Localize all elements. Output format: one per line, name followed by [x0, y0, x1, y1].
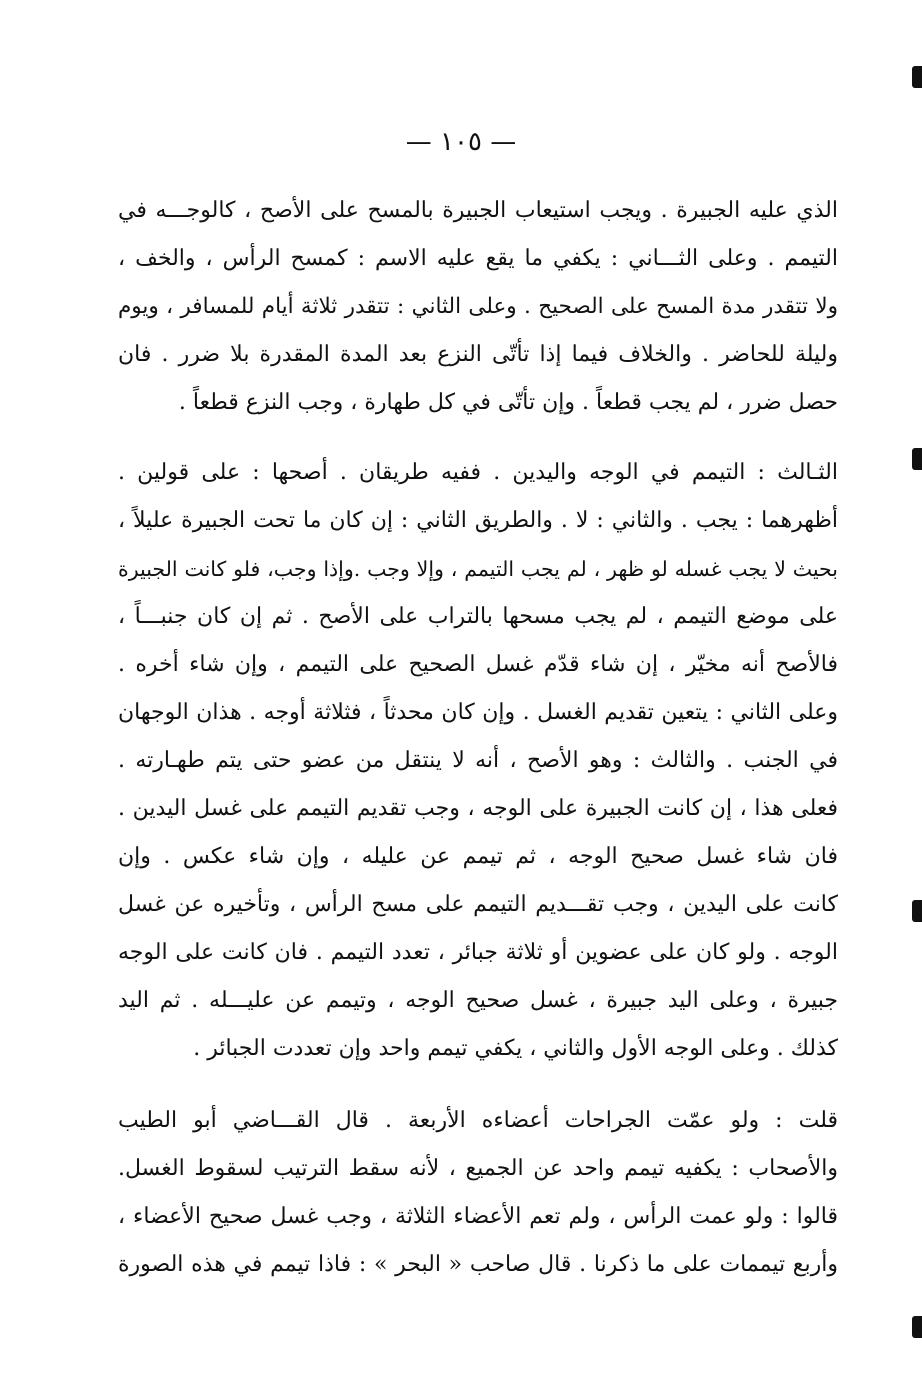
text-line: التيمم . وعلى الثـــاني : يكفي ما يقع عليه الاسم : كمسح الرأس ، والخف ، [118, 246, 838, 271]
paragraph-3 [118, 1097, 838, 1289]
paragraph-2 [118, 449, 838, 1073]
text-line: فان شاء غسل صحيح الوجه ، ثم تيمم عن عليله ، وإن شاء عكس . وإن [118, 844, 838, 869]
text-line: ولا تتقدر مدة المسح على الصحيح . وعلى الثاني : تتقدر ثلاثة أيام للمسافر ، ويوم [118, 294, 838, 319]
text-line: وأربع تيممات على ما ذكرنا . قال صاحب « البحر » : فاذا تيمم في هذه الصورة [118, 1252, 838, 1277]
text-line: أظهرهما : يجب . والثاني : لا . والطريق الثاني : إن كان ما تحت الجبيرة عليلاً ، [118, 508, 838, 533]
text-line: على موضع التيمم ، لم يجب مسحها بالتراب على الأصح . ثم إن كان جنبـــاً ، [118, 604, 838, 629]
binding-mark [912, 1316, 922, 1338]
text-line: وليلة للحاضر . والخلاف فيما إذا تأتّى النزع بعد المدة المقدرة بلا ضرر . فان [118, 342, 838, 367]
binding-mark [912, 66, 922, 88]
text-line: كانت على اليدين ، وجب تقـــديم التيمم على مسح الرأس ، وتأخيره عن غسل [118, 892, 838, 917]
text-line: والأصحاب : يكفيه تيمم واحد عن الجميع ، لأنه سقط الترتيب لسقوط الغسل. [118, 1156, 838, 1181]
text-line: قلت : ولو عمّت الجراحات أعضاءه الأربعة . قال القـــاضي أبو الطيب [118, 1108, 838, 1133]
text-line: الثـالث : التيمم في الوجه واليدين . ففيه طريقان . أصحها : على قولين . [118, 460, 838, 485]
text-line: في الجنب . والثالث : وهو الأصح ، أنه لا ينتقل من عضو حتى يتم طهـارته . [118, 748, 838, 773]
text-line: كذلك . وعلى الوجه الأول والثاني ، يكفي تيمم واحد وإن تعددت الجبائر . [193, 1036, 838, 1061]
text-line: الوجه . ولو كان على عضوين أو ثلاثة جبائر ، تعدد التيمم . فان كانت على الوجه [118, 940, 838, 965]
binding-mark [912, 448, 922, 470]
text-line: فالأصح أنه مخيّر ، إن شاء قدّم غسل الصحيح على التيمم ، وإن شاء أخره . [118, 652, 838, 677]
text-line: بحيث لا يجب غسله لو ظهر ، لم يجب التيمم ، وإلا وجب .وإذا وجب، فلو كانت الجبيرة [118, 557, 838, 581]
text-line: جبيرة ، وعلى اليد جبيرة ، غسل صحيح الوجه ، وتيمم عن عليـــله . ثم اليد [118, 988, 838, 1013]
text-line: وعلى الثاني : يتعين تقديم الغسل . وإن كان محدثاً ، فثلاثة أوجه . هذان الوجهان [118, 700, 838, 725]
text-line: حصل ضرر ، لم يجب قطعاً . وإن تأتّى في كل طهارة ، وجب النزع قطعاً . [178, 390, 838, 415]
text-line: الذي عليه الجبيرة . ويجب استيعاب الجبيرة بالمسح على الأصح ، كالوجـــه في [118, 198, 838, 223]
binding-mark [912, 900, 922, 922]
paragraph-1 [118, 187, 838, 427]
text-line: قالوا : ولو عمت الرأس ، ولم تعم الأعضاء الثلاثة ، وجب غسل صحيح الأعضاء ، [118, 1204, 838, 1229]
text-line: فعلى هذا ، إن كانت الجبيرة على الوجه ، وجب تقديم التيمم على غسل اليدين . [118, 796, 838, 821]
page-number: — ١٠٥ — [405, 127, 517, 157]
